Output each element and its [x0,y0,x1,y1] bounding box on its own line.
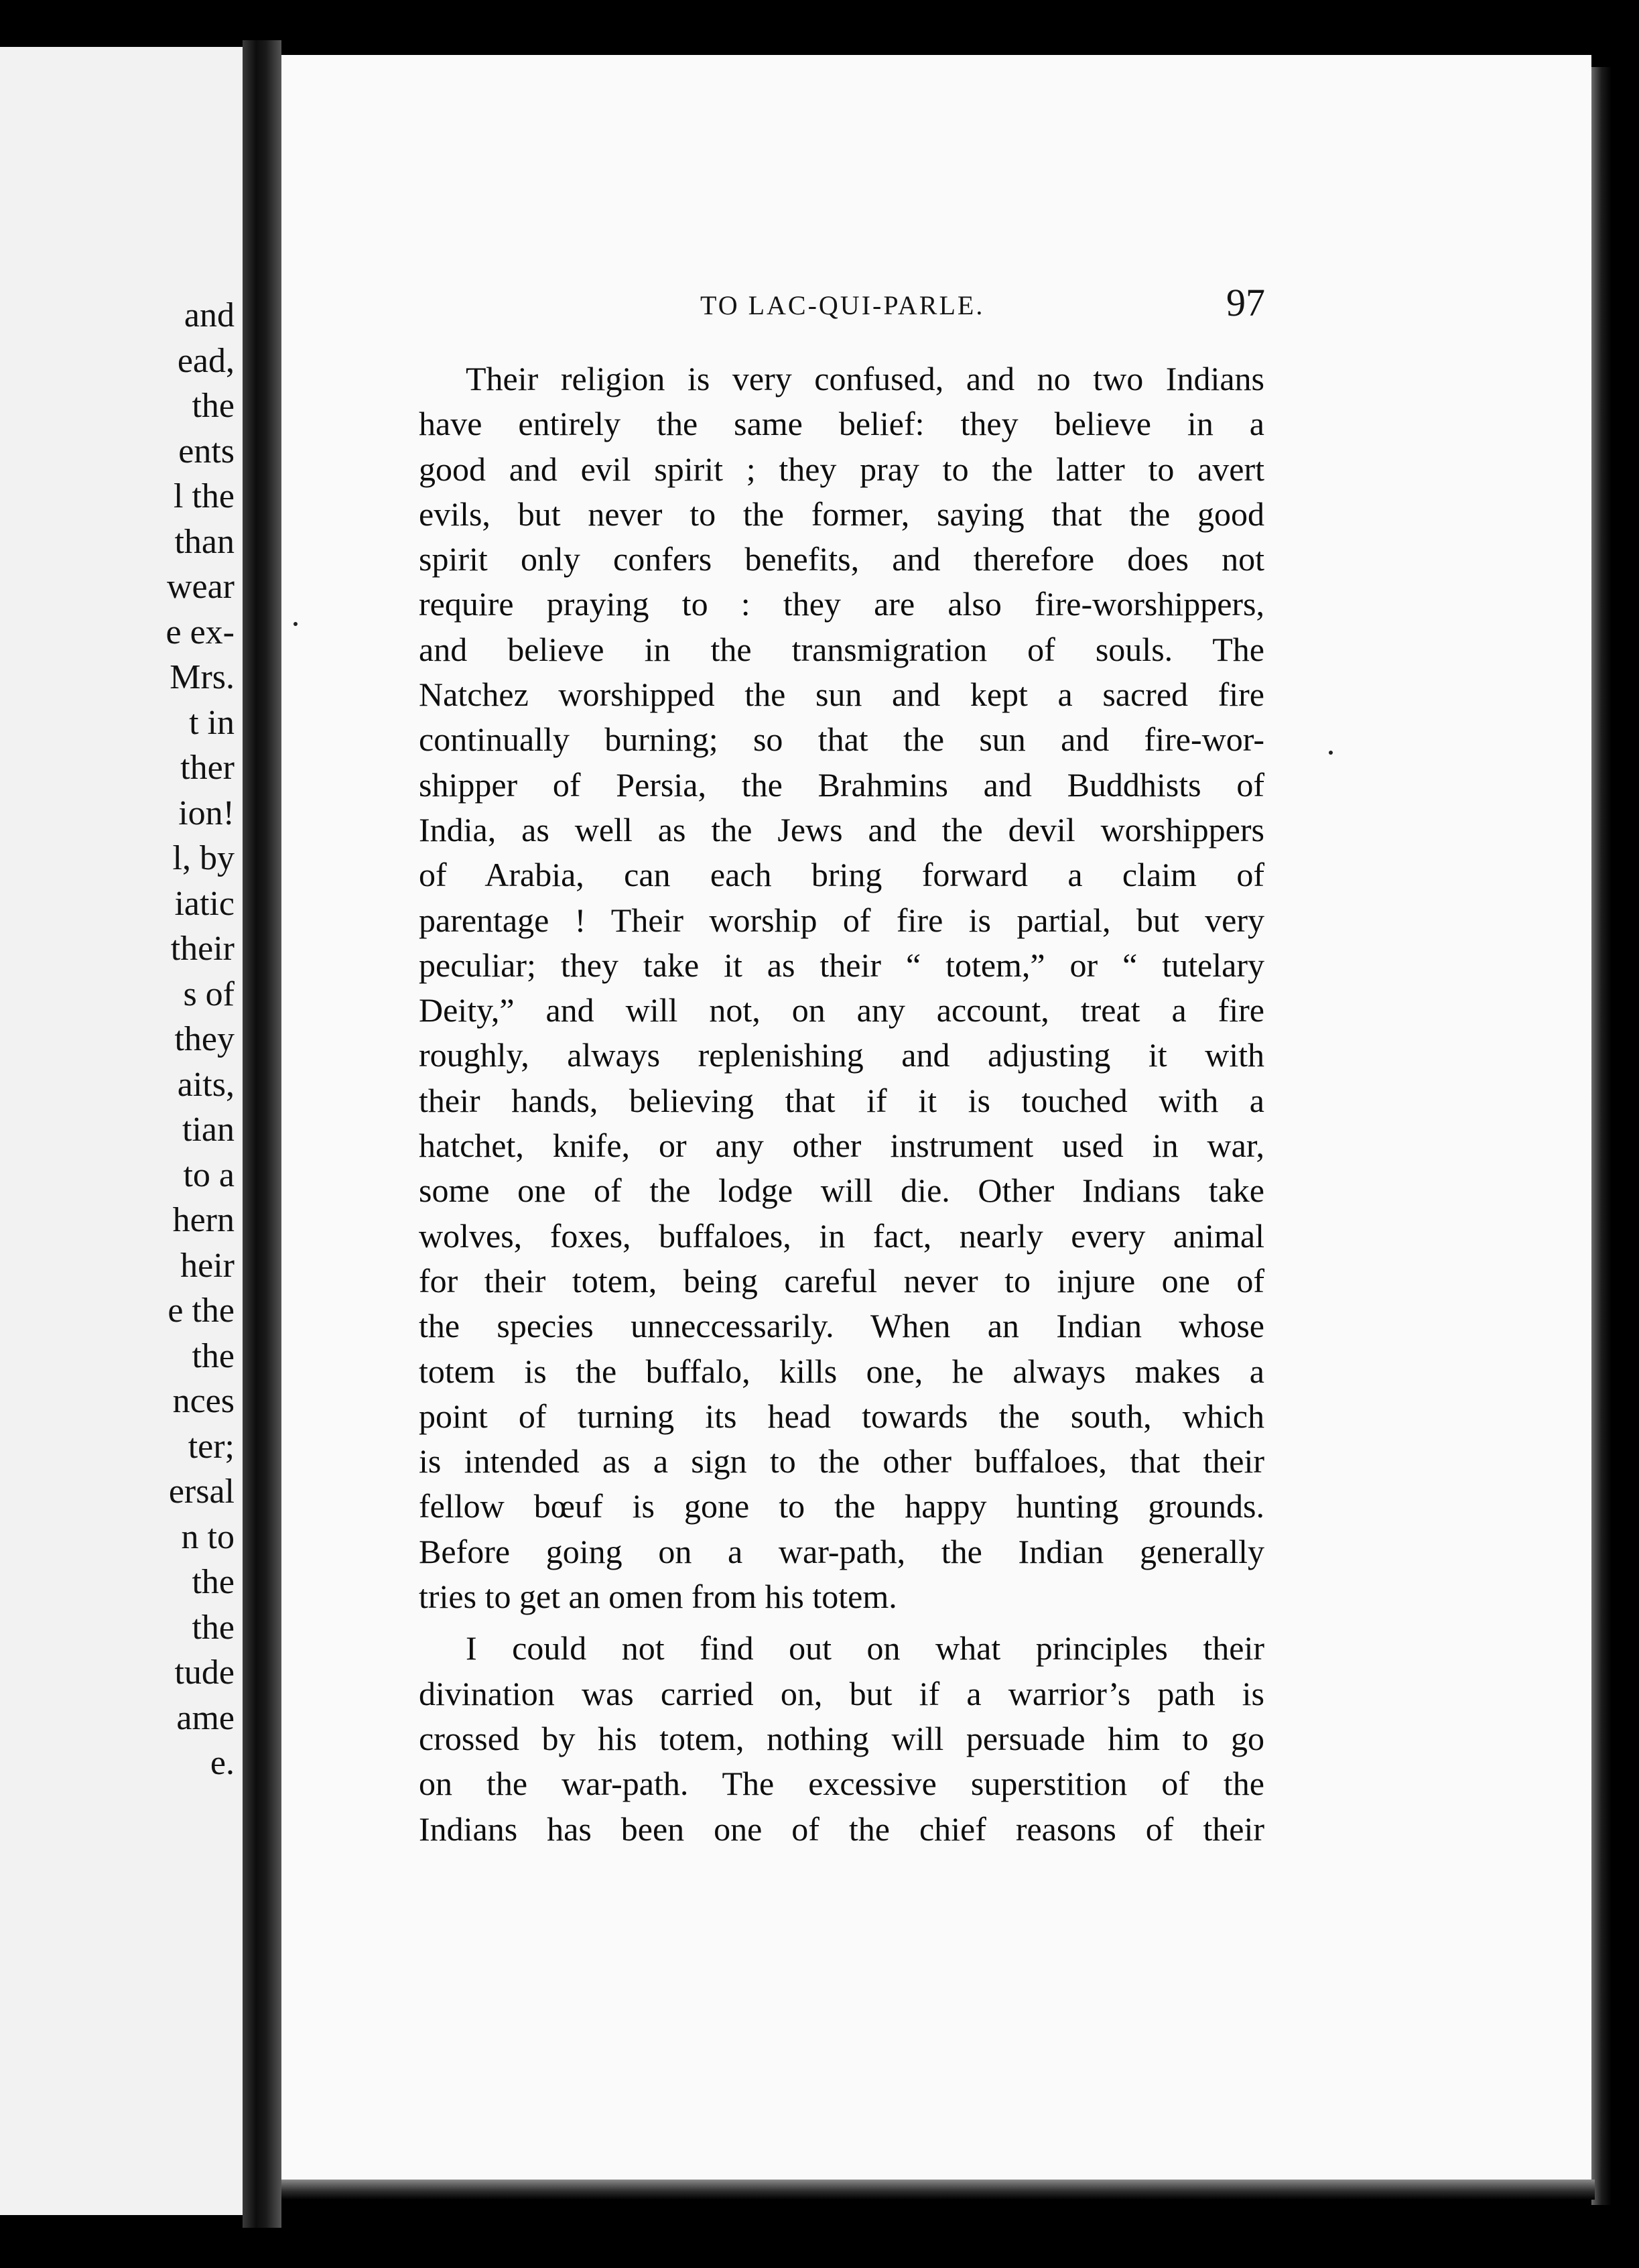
body-text [419,357,1264,1852]
text-line: some one of the lodge will die. Other Indians take [419,1172,1264,1210]
facing-page-line: l, by [172,839,235,877]
text-line: point of turning its head towards the south, which [419,1397,1264,1435]
text-line: of Arabia, can each bring forward a claim of [419,856,1264,894]
facing-page-line: and [184,296,235,334]
text-line: fellow bœuf is gone to the happy hunting grounds. [419,1487,1264,1525]
page-bottom-edge [281,2180,1595,2200]
text-line: wolves, foxes, buffaloes, in fact, nearly every animal [419,1216,1264,1255]
text-line: India, as well as the Jews and the devil worshippers [419,810,1264,848]
text-line: for their totem, being careful never to injure one of [419,1261,1264,1300]
text-line: I could not find out on what principles their [466,1629,1264,1667]
text-line: evils, but never to the former, saying that the good [419,495,1264,533]
facing-page-line: heir [180,1246,235,1285]
text-line: Indians has been one of the chief reasons of their [419,1810,1264,1848]
facing-page-line: nces [172,1382,235,1420]
text-line: Deity,” and will not, on any account, treat a fire [419,991,1264,1029]
facing-page-line: ter; [188,1427,235,1466]
text-line: totem is the buffalo, kills one, he always makes a [419,1352,1264,1390]
ink-speck [1329,751,1333,755]
facing-page-line: e ex- [166,613,235,651]
facing-page-line: t in [189,703,235,742]
text-line: and believe in the transmigration of souls. The [419,630,1264,668]
page-edge-shadow [1591,67,1612,2205]
text-line: Before going on a war-path, the Indian generally [419,1532,1264,1570]
facing-page-line: the [192,1336,235,1375]
text-line: roughly, always replenishing and adjusting it with [419,1036,1264,1074]
page-number: 97 [1226,281,1265,324]
facing-page-line: tude [174,1653,235,1692]
facing-page-line: e. [210,1744,235,1782]
text-line: on the war-path. The excessive superstition of the [419,1765,1264,1803]
text-line: have entirely the same belief: they believe in a [419,405,1264,443]
facing-page-line: ersal [168,1472,235,1511]
text-line: shipper of Persia, the Brahmins and Buddhists of [419,765,1264,804]
text-line: their hands, believing that if it is touched with a [419,1081,1264,1119]
facing-page-fragment [0,47,243,2215]
text-line: parentage ! Their worship of fire is partial, but very [419,901,1264,939]
facing-page-line: l the [174,477,235,515]
text-line: crossed by his totem, nothing will persuade him to go [419,1719,1264,1757]
text-line: tries to get an omen from his totem. [419,1578,897,1616]
text-line: good and evil spirit ; they pray to the latter to avert [419,450,1264,488]
facing-page-line: hern [172,1201,235,1239]
facing-page-line: ther [180,749,235,787]
facing-page-line: the [192,387,235,425]
facing-page-line: Mrs. [170,658,235,696]
facing-page-line: ion! [178,794,235,832]
text-line: the species unneccessarily. When an Indian whose [419,1307,1264,1345]
facing-page-line: e the [168,1292,235,1330]
facing-page-line: ead, [177,341,235,380]
paragraph-gap [419,1619,1264,1626]
facing-page-line: ents [178,432,235,470]
text-line: divination was carried on, but if a warrior’s path is [419,1674,1264,1712]
text-line: require praying to : they are also fire-worshippers, [419,585,1264,623]
text-line: is intended as a sign to the other buffaloes, that their [419,1442,1264,1480]
text-line: spirit only confers benefits, and therefore does not [419,540,1264,578]
facing-page-line: they [174,1020,235,1058]
facing-page-line: the [192,1608,235,1647]
facing-page-line: n to [181,1517,235,1556]
running-head: TO LAC-QUI-PARLE. [700,290,985,320]
facing-page-line: their [170,930,235,968]
facing-page-line: than [174,522,235,561]
facing-page-line: aits, [177,1065,235,1104]
book-gutter-shadow [243,40,281,2228]
text-line: Their religion is very confused, and no two Indians [466,360,1264,397]
facing-page-line: tian [182,1111,235,1149]
facing-page-line: the [192,1563,235,1601]
facing-page-line: wear [166,568,235,606]
text-line: hatchet, knife, or any other instrument used in war, [419,1127,1264,1165]
facing-page-line: to a [183,1155,235,1194]
text-line: Natchez worshipped the sun and kept a sacred fire [419,676,1264,714]
facing-page-line: s of [183,974,235,1013]
text-line: peculiar; they take it as their “ totem,” or “ tutelary [419,946,1264,984]
facing-page-line: iatic [174,884,235,923]
ink-speck [293,622,298,626]
text-line: continually burning; so that the sun and fire-wor- [419,720,1264,759]
facing-page-line: ame [176,1698,235,1737]
